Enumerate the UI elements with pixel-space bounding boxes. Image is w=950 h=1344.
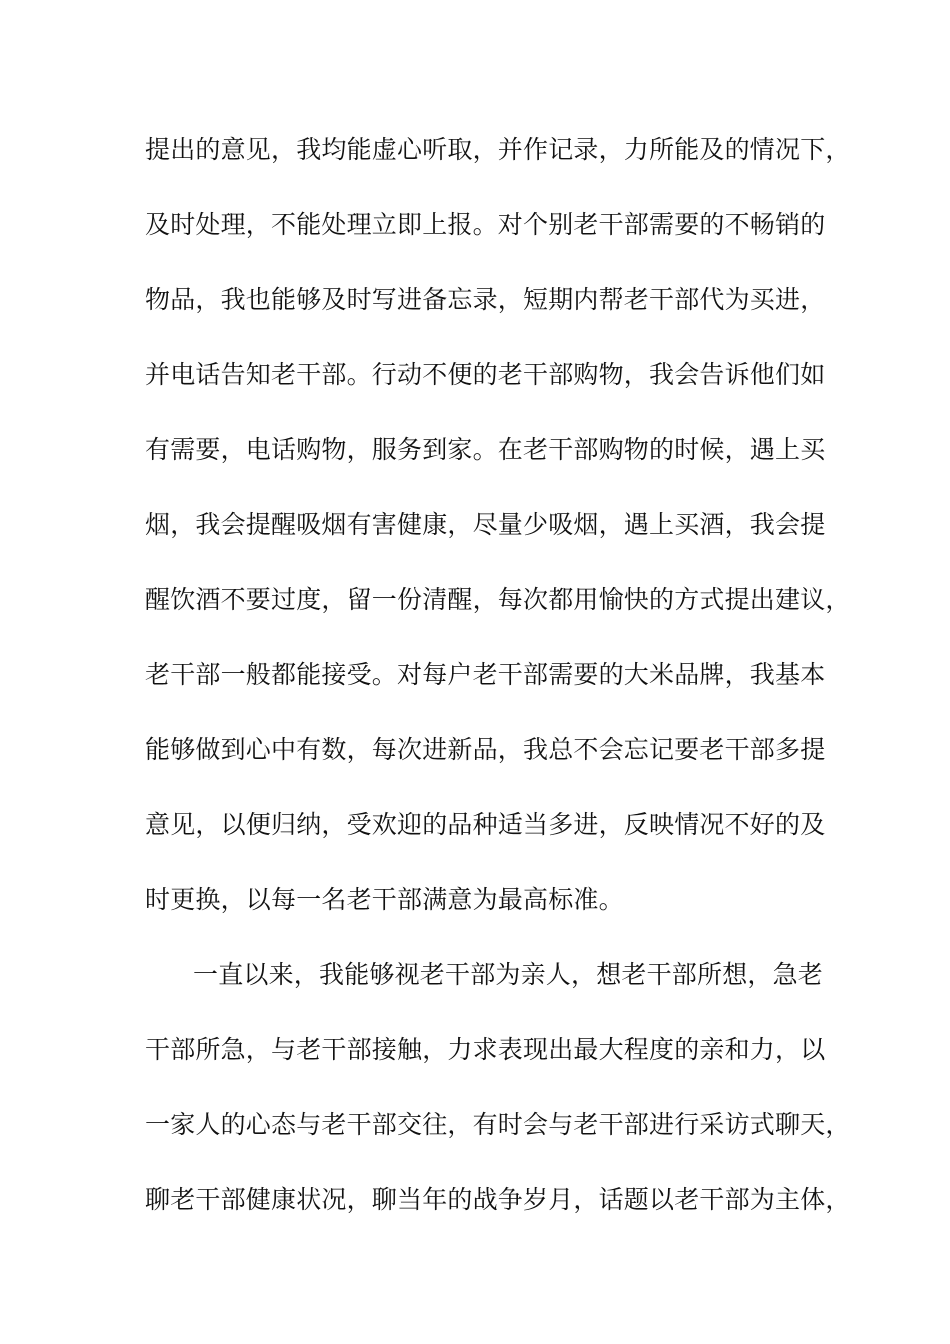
- paragraph-line: 并电话告知老干部。行动不便的老干部购物，我会告诉他们如: [145, 360, 826, 389]
- paragraph-line: 醒饮酒不要过度，留一份清醒，每次都用愉快的方式提出建议，: [145, 585, 851, 614]
- paragraph-line: 干部所急，与老干部接触，力求表现出最大程度的亲和力，以: [145, 1035, 826, 1064]
- document-body: [145, 128, 851, 1253]
- paragraph-line: 及时处理，不能处理立即上报。对个别老干部需要的不畅销的: [145, 210, 826, 239]
- paragraph-line: 能够做到心中有数，每次进新品，我总不会忘记要老干部多提: [145, 735, 826, 764]
- paragraph-line: 老干部一般都能接受。对每户老干部需要的大米品牌，我基本: [145, 660, 826, 689]
- paragraph-line: 提出的意见，我均能虚心听取，并作记录，力所能及的情况下，: [145, 135, 851, 164]
- paragraph-line: 物品，我也能够及时写进备忘录，短期内帮老干部代为买进，: [145, 285, 826, 314]
- paragraph-line: 聊老干部健康状况，聊当年的战争岁月，话题以老干部为主体，: [145, 1185, 851, 1214]
- paragraph-line-indented: 一直以来，我能够视老干部为亲人，想老干部所想，急老: [193, 960, 824, 989]
- paragraph-line: 一家人的心态与老干部交往，有时会与老干部进行采访式聊天，: [145, 1110, 851, 1139]
- paragraph-line: 烟，我会提醒吸烟有害健康，尽量少吸烟，遇上买酒，我会提: [145, 510, 826, 539]
- paragraph-line: 时更换，以每一名老干部满意为最高标准。: [145, 885, 624, 914]
- paragraph-line: 有需要，电话购物，服务到家。在老干部购物的时候，遇上买: [145, 435, 826, 464]
- paragraph-2: [145, 953, 851, 1253]
- paragraph-line: 意见，以便归纳，受欢迎的品种适当多进，反映情况不好的及: [145, 810, 826, 839]
- paragraph-1: [145, 128, 851, 953]
